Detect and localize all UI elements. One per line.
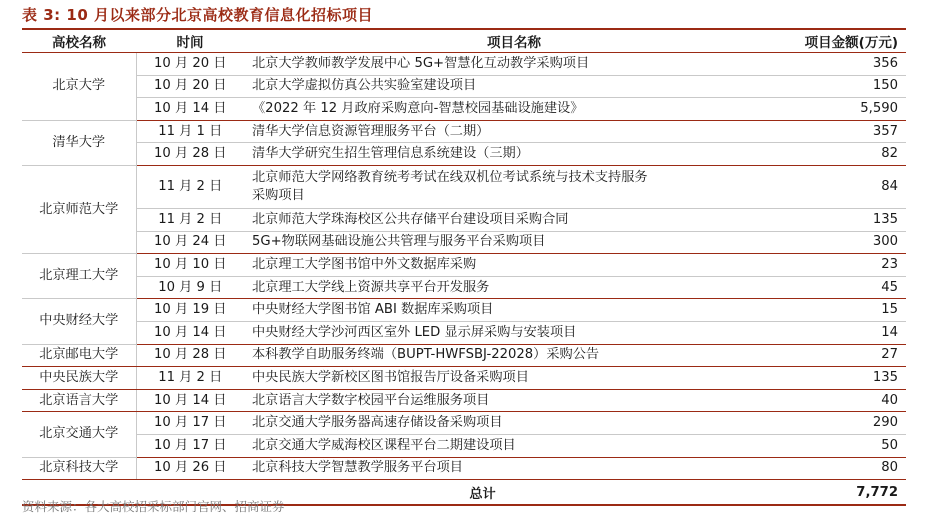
project-name: 中央财经大学图书馆 ABI 数据库采购项目	[252, 302, 494, 318]
row-project	[244, 276, 784, 299]
school-name: 北京交通大学	[22, 412, 136, 457]
row-project	[244, 344, 784, 367]
row-amount: 27	[784, 344, 906, 367]
table-row	[22, 389, 906, 412]
project-name-continued: 采购项目	[252, 187, 305, 203]
row-date: 10 月 19 日	[136, 299, 244, 322]
school-name: 北京语言大学	[22, 389, 136, 412]
table-row	[22, 367, 906, 390]
table-row	[22, 165, 906, 208]
row-project	[244, 367, 784, 390]
table-row	[22, 231, 906, 254]
source-note: 资料来源：各大高校招采标部门官网、招商证券	[22, 499, 285, 514]
row-date: 10 月 20 日	[136, 53, 244, 76]
header-time: 时间	[136, 29, 244, 53]
project-name: 北京交通大学威海校区课程平台二期建设项目	[252, 437, 516, 453]
row-amount: 300	[784, 231, 906, 254]
row-amount: 15	[784, 299, 906, 322]
row-date: 10 月 14 日	[136, 321, 244, 344]
row-amount: 82	[784, 143, 906, 166]
row-date: 10 月 17 日	[136, 412, 244, 435]
row-project	[244, 208, 784, 231]
row-date: 10 月 28 日	[136, 143, 244, 166]
row-project	[244, 143, 784, 166]
project-name: 北京理工大学线上资源共享平台开发服务	[252, 279, 490, 295]
table-row	[22, 412, 906, 435]
row-project	[244, 254, 784, 277]
school-name: 北京大学	[22, 53, 136, 121]
project-name: 清华大学信息资源管理服务平台（二期）	[252, 123, 490, 139]
table-row	[22, 254, 906, 277]
project-name: 北京大学教师教学发展中心 5G+智慧化互动教学采购项目	[252, 55, 590, 71]
table-row	[22, 143, 906, 166]
row-project	[244, 53, 784, 76]
row-project	[244, 457, 784, 480]
row-date: 10 月 14 日	[136, 98, 244, 121]
row-amount: 84	[784, 165, 906, 208]
school-name: 北京师范大学	[22, 165, 136, 253]
school-name: 清华大学	[22, 120, 136, 165]
project-name: 北京理工大学图书馆中外文数据库采购	[252, 256, 477, 272]
project-name: 中央财经大学沙河西区室外 LED 显示屏采购与安装项目	[252, 324, 577, 340]
table-row	[22, 434, 906, 457]
row-project	[244, 75, 784, 98]
row-date: 10 月 17 日	[136, 434, 244, 457]
row-amount: 5,590	[784, 98, 906, 121]
header-project: 项目名称	[244, 29, 784, 53]
header-amount: 项目金额(万元)	[784, 29, 906, 53]
row-project	[244, 98, 784, 121]
school-name: 北京邮电大学	[22, 344, 136, 367]
project-name: 清华大学研究生招生管理信息系统建设（三期）	[252, 146, 529, 162]
table-row	[22, 208, 906, 231]
row-date: 11 月 2 日	[136, 165, 244, 208]
row-amount: 290	[784, 412, 906, 435]
row-amount: 135	[784, 367, 906, 390]
row-date: 11 月 2 日	[136, 367, 244, 390]
project-name: 中央民族大学新校区图书馆报告厅设备采购项目	[252, 369, 529, 385]
row-amount: 40	[784, 389, 906, 412]
procurement-table	[22, 28, 906, 506]
project-name: 《2022 年 12 月政府采购意向-智慧校园基础设施建设》	[252, 100, 584, 116]
project-name: 北京师范大学网络教育统考考试在线双机位考试系统与技术支持服务	[252, 169, 648, 185]
row-project	[244, 120, 784, 143]
row-amount: 14	[784, 321, 906, 344]
table-row	[22, 53, 906, 76]
row-project	[244, 389, 784, 412]
project-name: 北京科技大学智慧教学服务平台项目	[252, 460, 463, 476]
table-caption: 表 3: 10 月以来部分北京高校教育信息化招标项目	[22, 6, 373, 24]
table-row	[22, 344, 906, 367]
table-row	[22, 299, 906, 322]
school-name: 北京理工大学	[22, 254, 136, 299]
school-name: 中央民族大学	[22, 367, 136, 390]
row-date: 10 月 20 日	[136, 75, 244, 98]
row-date: 11 月 2 日	[136, 208, 244, 231]
row-amount: 50	[784, 434, 906, 457]
table-row	[22, 120, 906, 143]
row-date: 10 月 24 日	[136, 231, 244, 254]
row-amount: 356	[784, 53, 906, 76]
table-row	[22, 457, 906, 480]
row-amount: 357	[784, 120, 906, 143]
project-name: 北京语言大学数字校园平台运维服务项目	[252, 392, 490, 408]
row-project	[244, 165, 784, 208]
row-date: 10 月 9 日	[136, 276, 244, 299]
row-amount: 23	[784, 254, 906, 277]
row-date: 11 月 1 日	[136, 120, 244, 143]
project-name: 北京交通大学服务器高速存储设备采购项目	[252, 415, 503, 431]
total-label: 总计	[22, 480, 784, 506]
row-amount: 135	[784, 208, 906, 231]
row-project	[244, 321, 784, 344]
row-date: 10 月 26 日	[136, 457, 244, 480]
project-name: 北京大学虚拟仿真公共实验室建设项目	[252, 78, 477, 94]
school-name: 北京科技大学	[22, 457, 136, 480]
project-name: 本科教学自助服务终端（BUPT-HWFSBJ-22028）采购公告	[252, 347, 600, 363]
table-row	[22, 276, 906, 299]
table-body	[22, 53, 906, 480]
row-amount: 150	[784, 75, 906, 98]
row-amount: 45	[784, 276, 906, 299]
row-project	[244, 434, 784, 457]
table-row	[22, 321, 906, 344]
table-row	[22, 98, 906, 121]
row-date: 10 月 28 日	[136, 344, 244, 367]
school-name: 中央财经大学	[22, 299, 136, 344]
row-project	[244, 299, 784, 322]
table-row	[22, 75, 906, 98]
row-date: 10 月 10 日	[136, 254, 244, 277]
table-header	[22, 29, 906, 53]
header-school: 高校名称	[22, 29, 136, 53]
row-amount: 80	[784, 457, 906, 480]
total-amount: 7,772	[784, 480, 906, 506]
row-date: 10 月 14 日	[136, 389, 244, 412]
project-name: 5G+物联网基础设施公共管理与服务平台采购项目	[252, 234, 546, 250]
project-name: 北京师范大学珠海校区公共存储平台建设项目采购合同	[252, 211, 569, 227]
row-project	[244, 412, 784, 435]
row-project	[244, 231, 784, 254]
